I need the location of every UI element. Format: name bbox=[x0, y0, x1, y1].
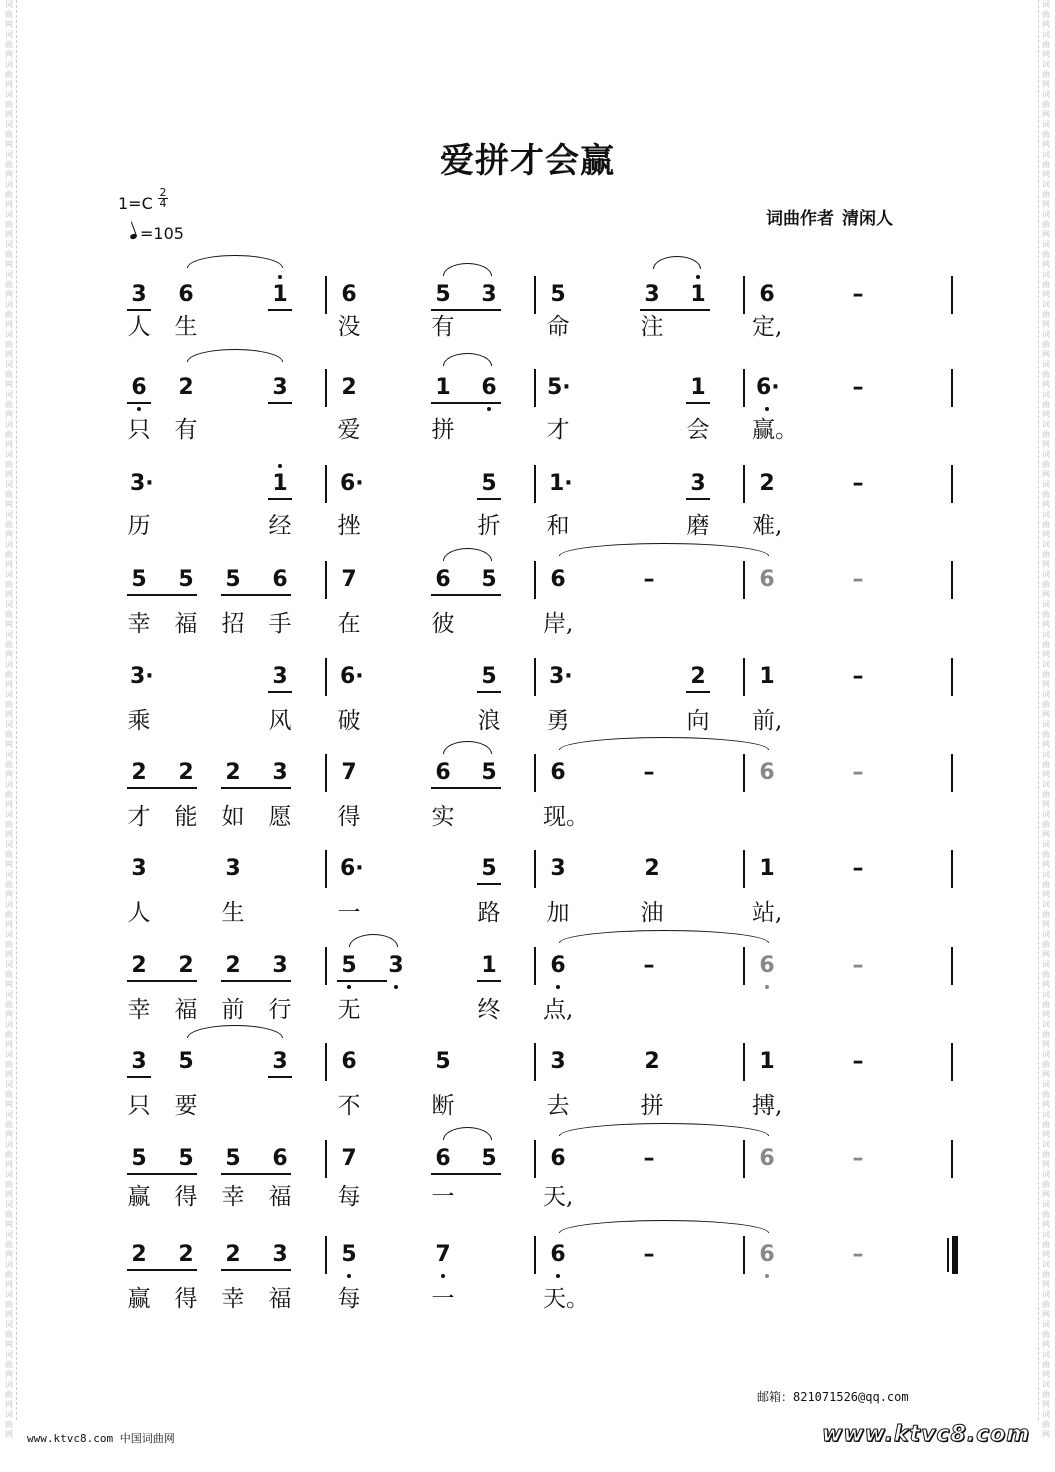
note: 1· bbox=[549, 471, 573, 496]
bar-line bbox=[951, 276, 953, 314]
lyric: 注 bbox=[640, 314, 664, 340]
lyric: 前 bbox=[221, 997, 245, 1023]
note: 1 bbox=[687, 284, 709, 306]
lyric: 终 bbox=[477, 997, 501, 1023]
bar-line bbox=[743, 276, 745, 314]
lyric: 天。 bbox=[543, 1286, 589, 1312]
lyric: 风 bbox=[268, 708, 292, 734]
note: 2 bbox=[644, 856, 660, 881]
note-dash: – bbox=[643, 1242, 655, 1267]
lyric: 在 bbox=[337, 611, 361, 637]
bar-line bbox=[534, 947, 536, 985]
note: 6 bbox=[178, 282, 194, 307]
lyric: 会 bbox=[686, 417, 710, 443]
note: 1 bbox=[435, 375, 451, 400]
note-dash: – bbox=[643, 953, 655, 978]
note: 6 bbox=[550, 567, 566, 592]
lyric: 幸 bbox=[221, 1286, 245, 1312]
lyric: 生 bbox=[174, 314, 198, 340]
lyric: 幸 bbox=[127, 997, 151, 1023]
note: 3 bbox=[269, 1051, 291, 1073]
bar-line bbox=[743, 947, 745, 985]
bar-line bbox=[951, 658, 953, 696]
note: 6 bbox=[478, 377, 500, 399]
credit-label: 词曲作者 bbox=[766, 209, 834, 229]
lyric: 得 bbox=[174, 1184, 198, 1210]
quarter-note-icon bbox=[129, 233, 137, 240]
bar-line bbox=[325, 658, 327, 696]
bar-line bbox=[743, 754, 745, 792]
note: 5 bbox=[225, 567, 241, 592]
note-dash: – bbox=[852, 1242, 864, 1267]
lyric: 赢 bbox=[127, 1184, 151, 1210]
footer-site-text: www.ktvc8.com 中国词曲网 bbox=[27, 1432, 175, 1445]
note: 3· bbox=[130, 471, 154, 496]
note: 3 bbox=[131, 856, 147, 881]
lyric: 去 bbox=[546, 1093, 570, 1119]
bar-line bbox=[951, 754, 953, 792]
lyric: 能 bbox=[174, 804, 198, 830]
bar-line bbox=[325, 947, 327, 985]
lyric: 人 bbox=[127, 314, 151, 340]
lyric: 如 bbox=[221, 804, 245, 830]
score-system-5 bbox=[0, 652, 1055, 747]
note: 2 bbox=[178, 760, 194, 785]
score-system-8 bbox=[0, 941, 1055, 1036]
bar-line bbox=[534, 850, 536, 888]
lyric: 难, bbox=[752, 513, 783, 539]
bar-line bbox=[534, 1140, 536, 1178]
note: 3 bbox=[272, 760, 288, 785]
bar-line bbox=[325, 276, 327, 314]
note: 3 bbox=[128, 284, 150, 306]
note: 6 bbox=[756, 1244, 778, 1266]
bar-line bbox=[743, 1043, 745, 1081]
note: 1 bbox=[269, 473, 291, 495]
bar-line bbox=[743, 1140, 745, 1178]
note: 5 bbox=[178, 1146, 194, 1171]
note: 2 bbox=[131, 953, 147, 978]
note: 3· bbox=[130, 664, 154, 689]
note: 2 bbox=[225, 760, 241, 785]
note: 5 bbox=[225, 1146, 241, 1171]
note: 7 bbox=[341, 1146, 357, 1171]
score-system-3 bbox=[0, 459, 1055, 554]
lyric: 招 bbox=[221, 611, 245, 637]
lyric: 没 bbox=[337, 314, 361, 340]
bar-line bbox=[951, 947, 953, 985]
lyric: 命 bbox=[546, 314, 570, 340]
lyric: 赢 bbox=[127, 1286, 151, 1312]
lyric: 实 bbox=[431, 804, 455, 830]
note: 2 bbox=[178, 1242, 194, 1267]
score-system-10 bbox=[0, 1134, 1055, 1229]
note: 3 bbox=[385, 955, 407, 977]
lyric: 点, bbox=[543, 997, 574, 1023]
left-watermark-strip: 词曲网词曲网词曲网词曲网词曲网词曲网词曲网词曲网词曲网词曲网词曲网词曲网词曲网词曲网词曲网词曲网词曲网词曲网词曲网词曲网词曲网词曲网词曲网词曲网词曲网词曲网词曲网词曲网词曲网词曲网词曲网词曲网词曲网词曲网词曲网词曲网词曲网词曲网词曲网词曲网词曲网词曲网词曲网词曲网词曲网词曲网词曲网词曲网 bbox=[2, 0, 17, 1420]
note: 1 bbox=[269, 284, 291, 306]
note: 6· bbox=[340, 856, 364, 881]
note: 5 bbox=[178, 567, 194, 592]
lyric: 只 bbox=[127, 417, 151, 443]
bar-line bbox=[951, 561, 953, 599]
lyric: 岸, bbox=[543, 611, 574, 637]
lyric: 幸 bbox=[127, 611, 151, 637]
lyric: 一 bbox=[431, 1184, 455, 1210]
note: 3 bbox=[644, 282, 660, 307]
lyric: 一 bbox=[337, 900, 361, 926]
lyric: 得 bbox=[337, 804, 361, 830]
note: 6· bbox=[340, 471, 364, 496]
bar-line bbox=[534, 1236, 536, 1274]
bar-line bbox=[325, 1236, 327, 1274]
bar-line bbox=[325, 850, 327, 888]
time-signature-top: 2 bbox=[159, 186, 167, 199]
note: 3· bbox=[549, 664, 573, 689]
bar-line bbox=[951, 1140, 953, 1178]
note: 2 bbox=[225, 953, 241, 978]
note: 7 bbox=[341, 567, 357, 592]
note: 3 bbox=[269, 377, 291, 399]
note: 5 bbox=[478, 858, 500, 880]
note: 3 bbox=[225, 856, 241, 881]
lyric: 得 bbox=[174, 1286, 198, 1312]
lyric: 福 bbox=[174, 997, 198, 1023]
lyric: 福 bbox=[268, 1286, 292, 1312]
score-system-7 bbox=[0, 844, 1055, 939]
note-dash: – bbox=[852, 375, 864, 400]
tempo-value: =105 bbox=[140, 224, 184, 243]
note-dash: – bbox=[852, 282, 864, 307]
note: 2 bbox=[687, 666, 709, 688]
bar-line bbox=[534, 369, 536, 407]
credit bbox=[766, 204, 893, 229]
note: 6 bbox=[341, 282, 357, 307]
note: 5 bbox=[478, 666, 500, 688]
bar-line bbox=[534, 754, 536, 792]
lyric: 折 bbox=[477, 513, 501, 539]
note: 3 bbox=[550, 856, 566, 881]
lyric: 只 bbox=[127, 1093, 151, 1119]
bar-line bbox=[325, 369, 327, 407]
score-system-6 bbox=[0, 748, 1055, 843]
note: 6 bbox=[435, 567, 451, 592]
lyric: 有 bbox=[431, 314, 455, 340]
note: 6· bbox=[340, 664, 364, 689]
note: 6 bbox=[759, 1146, 775, 1171]
right-watermark-strip: 词曲网词曲网词曲网词曲网词曲网词曲网词曲网词曲网词曲网词曲网词曲网词曲网词曲网词曲网词曲网词曲网词曲网词曲网词曲网词曲网词曲网词曲网词曲网词曲网词曲网词曲网词曲网词曲网词曲网词曲网词曲网词曲网词曲网词曲网词曲网词曲网词曲网词曲网词曲网词曲网词曲网词曲网词曲网词曲网词曲网词曲网词曲网词曲网 bbox=[1038, 0, 1053, 1420]
contact-email: 邮箱：821071526@qq.com bbox=[757, 1390, 909, 1404]
score-system-9 bbox=[0, 1037, 1055, 1132]
note: 2 bbox=[131, 1242, 147, 1267]
note: 6 bbox=[435, 1146, 451, 1171]
note: 6 bbox=[550, 1146, 566, 1171]
note: 6 bbox=[272, 567, 288, 592]
lyric: 每 bbox=[337, 1184, 361, 1210]
note-dash: – bbox=[852, 856, 864, 881]
lyric: 无 bbox=[337, 997, 361, 1023]
note-dash: – bbox=[643, 567, 655, 592]
lyric: 磨 bbox=[686, 513, 710, 539]
note: 6 bbox=[547, 955, 569, 977]
note-dash: – bbox=[643, 1146, 655, 1171]
bar-line bbox=[534, 276, 536, 314]
note: 5 bbox=[481, 760, 497, 785]
lyric: 油 bbox=[640, 900, 664, 926]
bar-line bbox=[743, 1236, 745, 1274]
note: 2 bbox=[131, 760, 147, 785]
bar-line bbox=[743, 561, 745, 599]
lyric: 才 bbox=[127, 804, 151, 830]
lyric: 经 bbox=[268, 513, 292, 539]
lyric: 定, bbox=[752, 314, 783, 340]
note-dash: – bbox=[852, 664, 864, 689]
bar-line bbox=[325, 754, 327, 792]
note: 5 bbox=[178, 1049, 194, 1074]
note: 7 bbox=[432, 1244, 454, 1266]
note-dash: – bbox=[852, 1049, 864, 1074]
note-dash: – bbox=[852, 471, 864, 496]
note: 5 bbox=[131, 1146, 147, 1171]
bar-line bbox=[534, 658, 536, 696]
lyric: 要 bbox=[174, 1093, 198, 1119]
note: 6 bbox=[272, 1146, 288, 1171]
lyric: 手 bbox=[268, 611, 292, 637]
lyric: 站, bbox=[752, 900, 783, 926]
note: 6· bbox=[756, 375, 780, 400]
lyric: 路 bbox=[477, 900, 501, 926]
bar-line bbox=[325, 1043, 327, 1081]
note: 6 bbox=[547, 1244, 569, 1266]
lyric: 每 bbox=[337, 1286, 361, 1312]
note: 5 bbox=[481, 1146, 497, 1171]
note-dash: – bbox=[643, 760, 655, 785]
note: 2 bbox=[644, 1049, 660, 1074]
bar-line bbox=[325, 561, 327, 599]
note: 1 bbox=[478, 955, 500, 977]
lyric: 福 bbox=[174, 611, 198, 637]
song-title: 爱拼才会赢 bbox=[440, 141, 615, 181]
note: 1 bbox=[759, 1049, 775, 1074]
note: 6 bbox=[128, 377, 150, 399]
lyric: 愿 bbox=[268, 804, 292, 830]
note: 1 bbox=[759, 856, 775, 881]
bar-line bbox=[534, 561, 536, 599]
note: 3 bbox=[128, 1051, 150, 1073]
lyric: 一 bbox=[431, 1286, 455, 1312]
lyric: 现。 bbox=[543, 804, 589, 830]
note: 3 bbox=[272, 953, 288, 978]
key-signature: 1=C bbox=[118, 194, 153, 213]
bar-line bbox=[951, 369, 953, 407]
note: 1 bbox=[687, 377, 709, 399]
note: 2 bbox=[759, 471, 775, 496]
score-system-11 bbox=[0, 1230, 1055, 1325]
lyric: 断 bbox=[431, 1093, 455, 1119]
note: 7 bbox=[341, 760, 357, 785]
final-bar-line bbox=[952, 1236, 958, 1274]
note-dash: – bbox=[852, 567, 864, 592]
lyric: 有 bbox=[174, 417, 198, 443]
lyric: 彼 bbox=[431, 611, 455, 637]
note: 6 bbox=[756, 955, 778, 977]
note: 2 bbox=[225, 1242, 241, 1267]
score-system-2 bbox=[0, 363, 1055, 458]
note: 5 bbox=[338, 955, 360, 977]
note: 5 bbox=[338, 1244, 360, 1266]
bar-line bbox=[951, 1043, 953, 1081]
lyric: 拼 bbox=[640, 1093, 664, 1119]
note: 5 bbox=[481, 567, 497, 592]
lyric: 浪 bbox=[477, 708, 501, 734]
lyric: 和 bbox=[546, 513, 570, 539]
note-dash: – bbox=[852, 760, 864, 785]
lyric: 人 bbox=[127, 900, 151, 926]
lyric: 向 bbox=[686, 708, 710, 734]
bar-line bbox=[743, 465, 745, 503]
note-dash: – bbox=[852, 1146, 864, 1171]
note: 6 bbox=[759, 760, 775, 785]
lyric: 生 bbox=[221, 900, 245, 926]
note: 3 bbox=[272, 1242, 288, 1267]
lyric: 爱 bbox=[337, 417, 361, 443]
lyric: 行 bbox=[268, 997, 292, 1023]
lyric: 不 bbox=[337, 1093, 361, 1119]
time-signature bbox=[158, 188, 168, 209]
note: 6 bbox=[435, 760, 451, 785]
time-signature-bottom: 4 bbox=[159, 197, 167, 210]
note: 5 bbox=[131, 567, 147, 592]
note-dash: – bbox=[852, 953, 864, 978]
lyric: 幸 bbox=[221, 1184, 245, 1210]
note: 2 bbox=[178, 375, 194, 400]
tempo-marking bbox=[130, 224, 184, 243]
bar-line bbox=[325, 465, 327, 503]
lyric: 天, bbox=[543, 1184, 574, 1210]
score-system-1 bbox=[0, 270, 1055, 365]
lyric: 拼 bbox=[431, 417, 455, 443]
bar-line bbox=[951, 850, 953, 888]
note: 6 bbox=[759, 282, 775, 307]
lyric: 乘 bbox=[127, 708, 151, 734]
lyric: 加 bbox=[546, 900, 570, 926]
footer-logo[interactable]: www.ktvc8.com bbox=[822, 1422, 1031, 1447]
note: 6 bbox=[759, 567, 775, 592]
lyric: 福 bbox=[268, 1184, 292, 1210]
note: 5 bbox=[478, 473, 500, 495]
note: 2 bbox=[341, 375, 357, 400]
bar-line bbox=[951, 465, 953, 503]
note: 5· bbox=[547, 375, 571, 400]
note: 5 bbox=[435, 282, 451, 307]
lyric: 勇 bbox=[546, 708, 570, 734]
note: 2 bbox=[178, 953, 194, 978]
note: 6 bbox=[550, 760, 566, 785]
lyric: 挫 bbox=[337, 513, 361, 539]
lyric: 搏, bbox=[752, 1093, 783, 1119]
note: 5 bbox=[550, 282, 566, 307]
note: 3 bbox=[269, 666, 291, 688]
bar-line bbox=[534, 465, 536, 503]
note: 3 bbox=[550, 1049, 566, 1074]
bar-line bbox=[743, 658, 745, 696]
bar-line bbox=[743, 850, 745, 888]
lyric: 赢。 bbox=[752, 417, 798, 443]
lyric: 历 bbox=[127, 513, 151, 539]
bar-line bbox=[534, 1043, 536, 1081]
bar-line bbox=[325, 1140, 327, 1178]
lyric: 才 bbox=[546, 417, 570, 443]
bar-line bbox=[743, 369, 745, 407]
note: 6 bbox=[341, 1049, 357, 1074]
lyric: 破 bbox=[337, 708, 361, 734]
credit-name: 清闲人 bbox=[842, 209, 893, 229]
note: 5 bbox=[435, 1049, 451, 1074]
score-system-4 bbox=[0, 555, 1055, 650]
lyric: 前, bbox=[752, 708, 783, 734]
note: 3 bbox=[687, 473, 709, 495]
note: 1 bbox=[759, 664, 775, 689]
note: 3 bbox=[481, 282, 497, 307]
